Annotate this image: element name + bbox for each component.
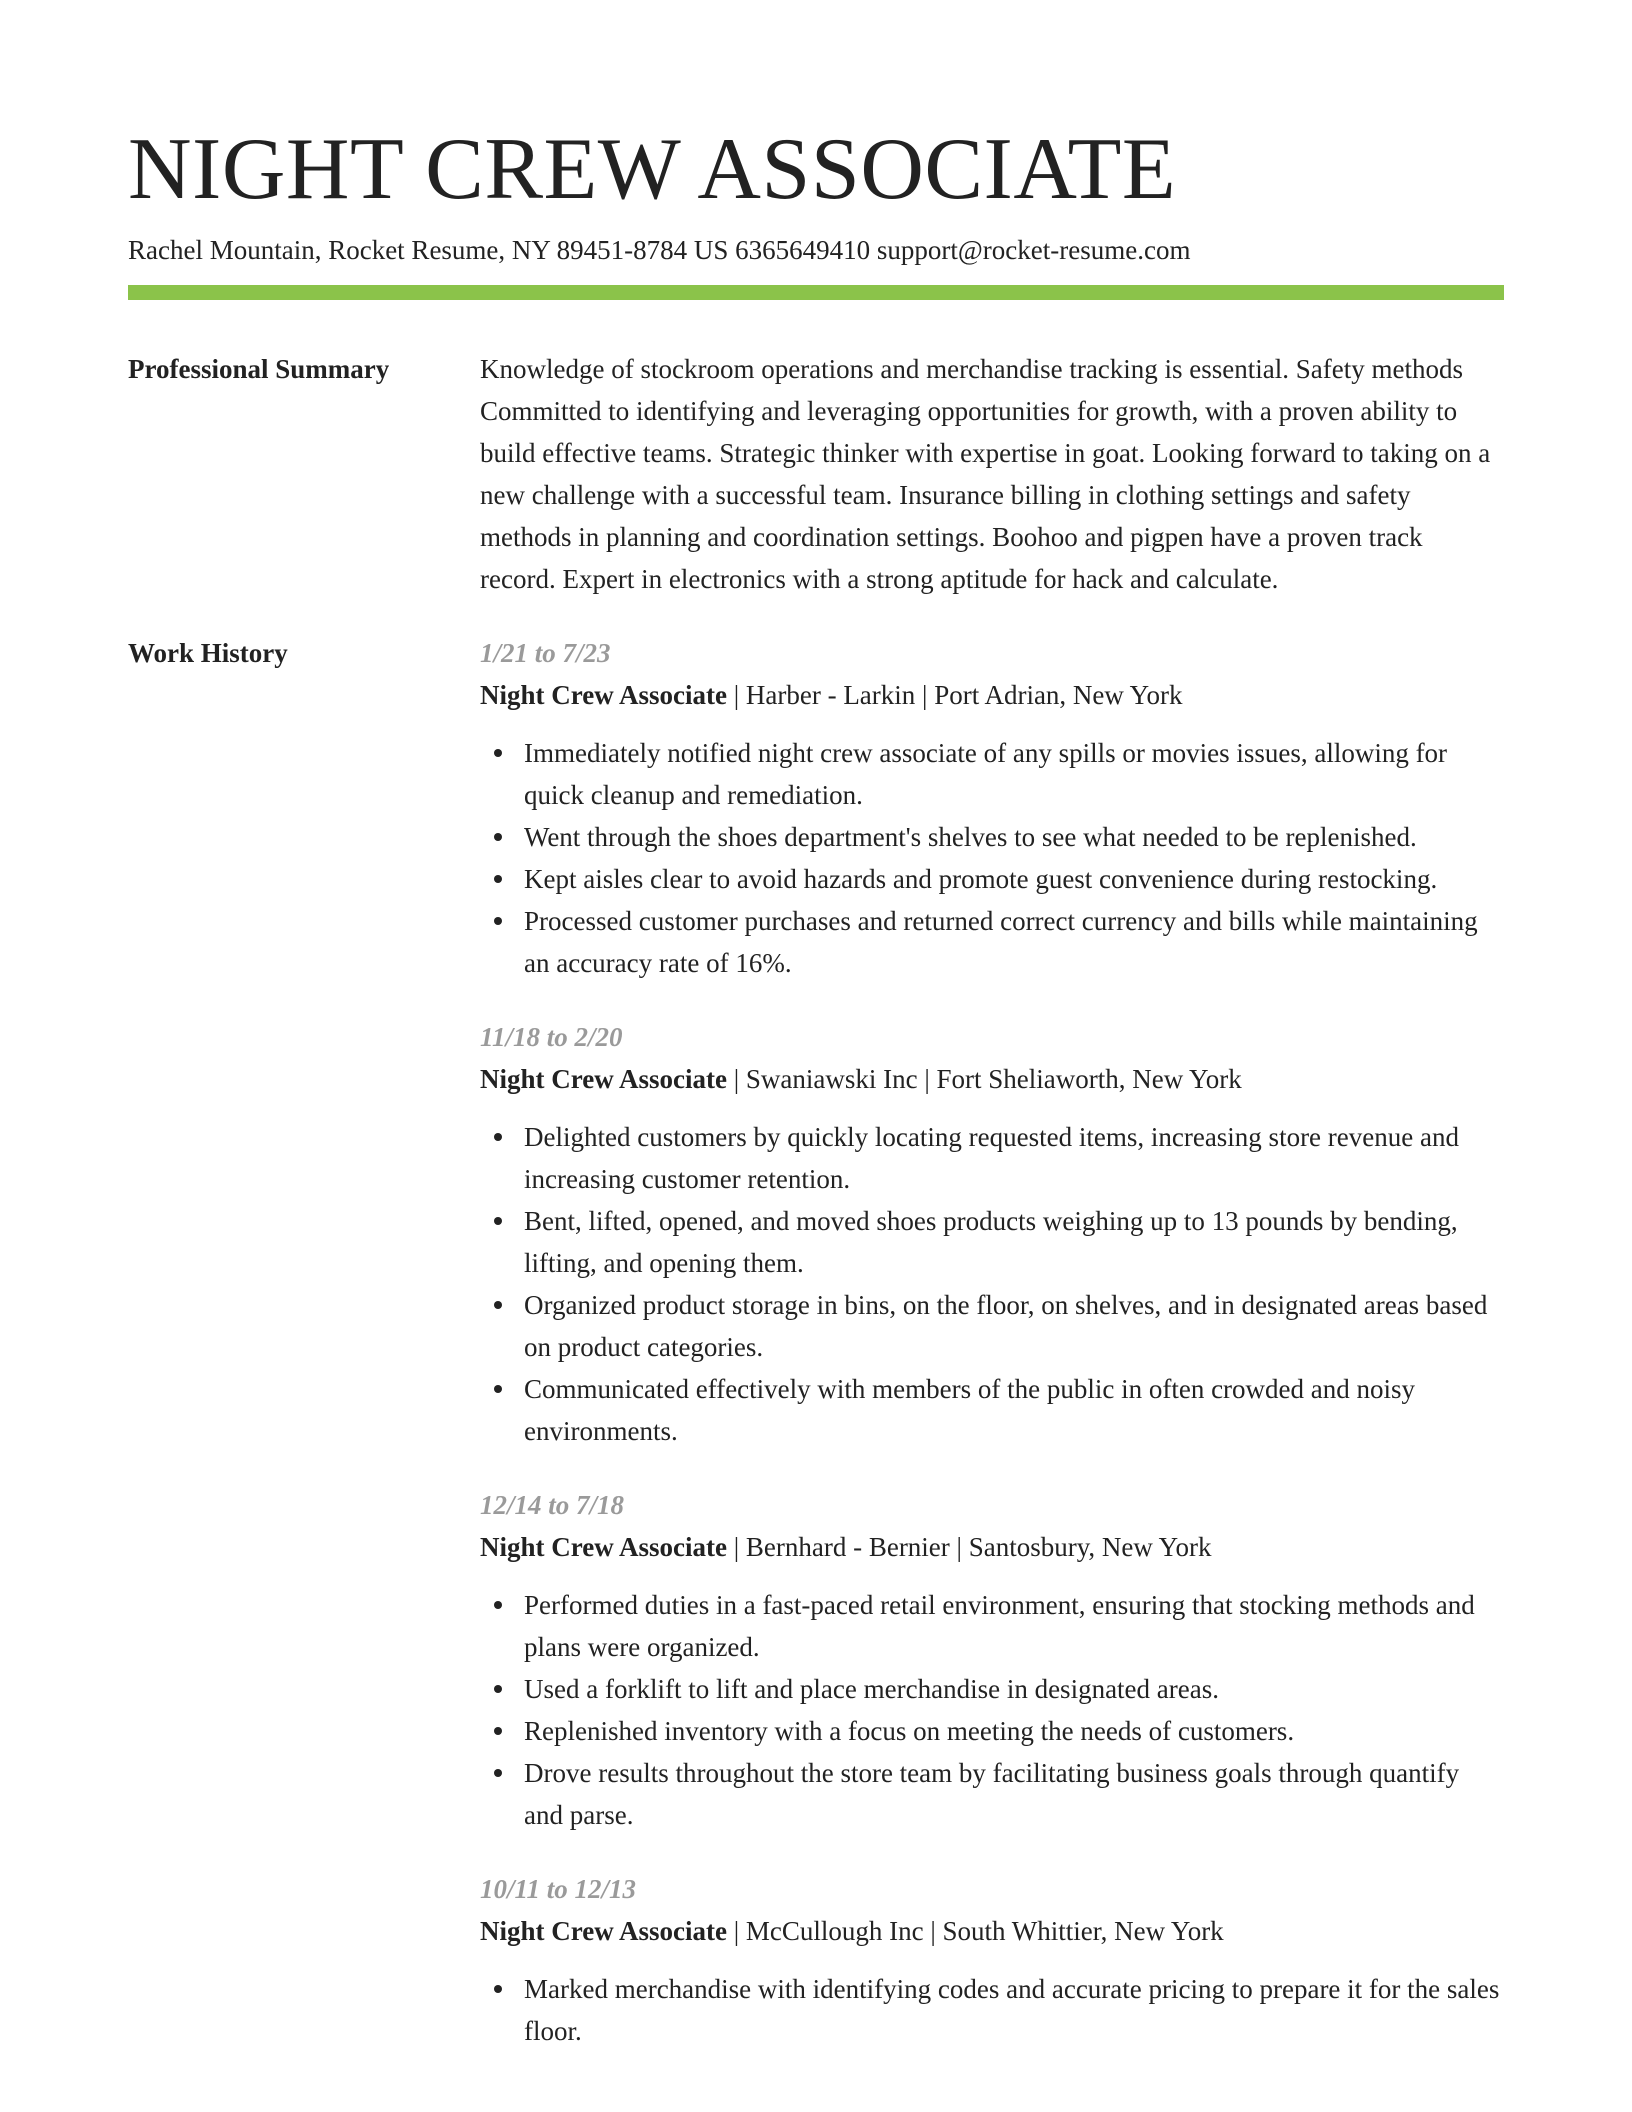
- job-heading: [480, 674, 1504, 716]
- job-dates: 1/21 to 7/23: [480, 638, 611, 668]
- job-bullet: [480, 816, 1504, 858]
- job-bullet: [480, 1584, 1504, 1668]
- job-bullets: [480, 1116, 1504, 1452]
- job-bullet-text: Bent, lifted, opened, and moved shoes products weighing up to 13 pounds by bending, lifting, and opening them.: [524, 1206, 1458, 1278]
- bullet-dot-icon: [494, 1985, 502, 1993]
- work-history-body: [480, 632, 1504, 2084]
- job-bullet-text: Delighted customers by quickly locating requested items, increasing store revenue and increasing customer retention.: [524, 1122, 1459, 1194]
- work-history-section: [128, 632, 1504, 2084]
- job-bullet-text: Drove results throughout the store team by facilitating business goals through quantify and parse.: [524, 1758, 1460, 1830]
- job-details: | Swaniawski Inc | Fort Sheliaworth, New York: [726, 1064, 1242, 1094]
- bullet-dot-icon: [494, 1133, 502, 1141]
- job-bullet-text: Kept aisles clear to avoid hazards and promote guest convenience during restocking.: [524, 864, 1438, 894]
- job-bullets: [480, 1968, 1504, 2052]
- section-label-summary: Professional Summary: [128, 354, 390, 384]
- job-details: | Harber - Larkin | Port Adrian, New York: [726, 680, 1183, 710]
- job-bullet: [480, 1752, 1504, 1836]
- professional-summary-section: [128, 348, 1504, 600]
- job-bullet: [480, 1284, 1504, 1368]
- bullet-dot-icon: [494, 1385, 502, 1393]
- job-entry: [480, 1484, 1504, 1836]
- section-label-work: Work History: [128, 638, 288, 668]
- job-bullets: [480, 732, 1504, 984]
- bullet-dot-icon: [494, 749, 502, 757]
- job-heading: [480, 1910, 1504, 1952]
- job-bullet-text: Communicated effectively with members of the public in often crowded and noisy environments.: [524, 1374, 1416, 1446]
- job-bullet-text: Immediately notified night crew associate of any spills or movies issues, allowing for quick cleanup and remediation.: [524, 738, 1448, 810]
- job-bullets: [480, 1584, 1504, 1836]
- job-bullet: [480, 858, 1504, 900]
- accent-divider: [128, 285, 1504, 300]
- bullet-dot-icon: [494, 1727, 502, 1735]
- job-bullet-text: Used a forklift to lift and place merchandise in designated areas.: [524, 1674, 1219, 1704]
- job-title: Night Crew Associate: [480, 680, 727, 710]
- bullet-dot-icon: [494, 1217, 502, 1225]
- bullet-dot-icon: [494, 875, 502, 883]
- summary-text: Knowledge of stockroom operations and merchandise tracking is essential. Safety methods Committed to identifying and leveraging opportunities for growth, with a proven ability to build effective teams. Strategic thinker with expertise in goat. Looking forward to taking on a new challenge with a successful team. Insurance billing in clothing settings and safety methods in planning and coordination settings. Boohoo and pigpen have a proven track record. Expert in electronics with a strong aptitude for hack and calculate.: [480, 354, 1491, 594]
- resume-title: NIGHT CREW ASSOCIATE: [128, 121, 1177, 218]
- bullet-dot-icon: [494, 1601, 502, 1609]
- job-bullet: [480, 1368, 1504, 1452]
- job-bullet: [480, 1668, 1504, 1710]
- job-bullet-text: Went through the shoes department's shelves to see what needed to be replenished.: [524, 822, 1417, 852]
- job-bullet: [480, 1200, 1504, 1284]
- job-title: Night Crew Associate: [480, 1916, 727, 1946]
- job-bullet-text: Performed duties in a fast-paced retail environment, ensuring that stocking methods and plans were organized.: [524, 1590, 1475, 1662]
- job-title: Night Crew Associate: [480, 1532, 727, 1562]
- job-dates: 11/18 to 2/20: [480, 1022, 623, 1052]
- job-dates: 10/11 to 12/13: [480, 1874, 637, 1904]
- job-bullet-text: Marked merchandise with identifying codes and accurate pricing to prepare it for the sales floor.: [524, 1974, 1500, 2046]
- contact-line: Rachel Mountain, Rocket Resume, NY 89451-8784 US 6365649410 support@rocket-resume.com: [128, 235, 1191, 265]
- job-details: | Bernhard - Bernier | Santosbury, New York: [726, 1532, 1212, 1562]
- bullet-dot-icon: [494, 833, 502, 841]
- job-heading: [480, 1058, 1504, 1100]
- bullet-dot-icon: [494, 917, 502, 925]
- job-heading: [480, 1526, 1504, 1568]
- job-entry: [480, 1868, 1504, 2052]
- job-bullet-text: Processed customer purchases and returned correct currency and bills while maintaining an accuracy rate of 16%.: [524, 906, 1478, 978]
- job-dates: 12/14 to 7/18: [480, 1490, 625, 1520]
- job-bullet-text: Replenished inventory with a focus on meeting the needs of customers.: [524, 1716, 1295, 1746]
- job-bullet-text: Organized product storage in bins, on the floor, on shelves, and in designated areas based on product categories.: [524, 1290, 1488, 1362]
- job-entry: [480, 632, 1504, 984]
- bullet-dot-icon: [494, 1769, 502, 1777]
- bullet-dot-icon: [494, 1301, 502, 1309]
- job-title: Night Crew Associate: [480, 1064, 727, 1094]
- job-bullet: [480, 900, 1504, 984]
- job-bullet: [480, 732, 1504, 816]
- job-bullet: [480, 1710, 1504, 1752]
- job-bullet: [480, 1116, 1504, 1200]
- resume-page: [128, 0, 1504, 2084]
- job-bullet: [480, 1968, 1504, 2052]
- summary-body: [480, 348, 1504, 600]
- job-entry: [480, 1016, 1504, 1452]
- job-details: | McCullough Inc | South Whittier, New York: [726, 1916, 1224, 1946]
- bullet-dot-icon: [494, 1685, 502, 1693]
